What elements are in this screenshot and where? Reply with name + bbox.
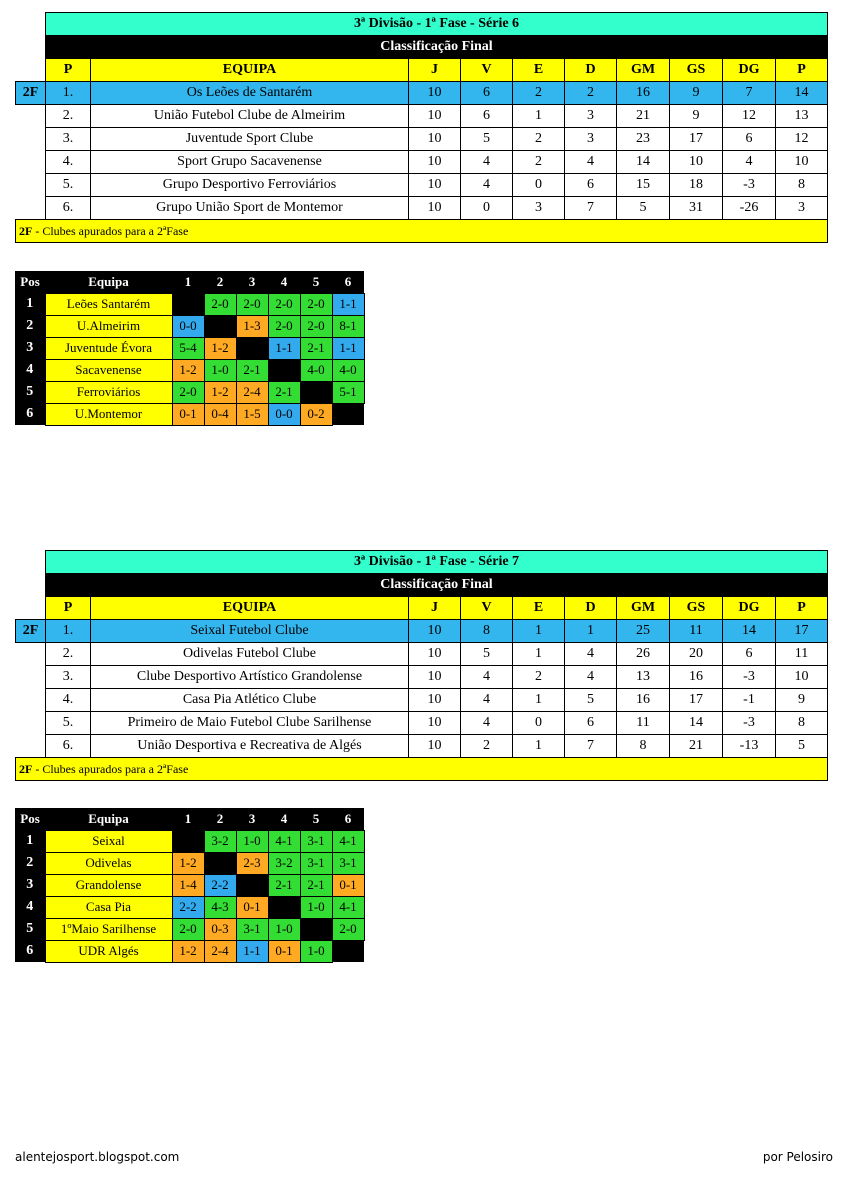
played-cell: 10 xyxy=(409,689,461,712)
goals-against-cell: 31 xyxy=(670,197,723,220)
standings-table-serie-6 xyxy=(15,12,828,243)
header-team: EQUIPA xyxy=(91,597,409,620)
result-cell: 3-2 xyxy=(204,830,236,852)
matrix-row xyxy=(15,830,364,852)
matrix-team: Sacavenense xyxy=(45,359,172,381)
lost-cell: 4 xyxy=(565,151,617,174)
standings-title: 3ª Divisão - 1ª Fase - Série 7 xyxy=(46,551,828,574)
matrix-diagonal xyxy=(332,403,364,425)
result-cell: 2-0 xyxy=(172,918,204,940)
drawn-cell: 2 xyxy=(513,151,565,174)
matrix-diagonal xyxy=(172,293,204,315)
goals-against-cell: 9 xyxy=(670,82,723,105)
matrix-team: Grandolense xyxy=(45,874,172,896)
matrix-team: UDR Algés xyxy=(45,940,172,962)
result-cell: 2-0 xyxy=(236,293,268,315)
header-team: EQUIPA xyxy=(91,59,409,82)
matrix-row xyxy=(15,874,364,896)
matrix-pos: 3 xyxy=(15,874,45,896)
matrix-team: U.Montemor xyxy=(45,403,172,425)
goal-difference-cell: 7 xyxy=(723,82,776,105)
qualified-mark: 2F xyxy=(16,82,46,105)
result-cell: 3-1 xyxy=(332,852,364,874)
matrix-team: Casa Pia xyxy=(45,896,172,918)
drawn-cell: 1 xyxy=(513,689,565,712)
result-cell: 0-0 xyxy=(268,403,300,425)
result-cell: 2-0 xyxy=(268,315,300,337)
team-cell: Seixal Futebol Clube xyxy=(91,620,409,643)
table-row xyxy=(16,174,828,197)
matrix-diagonal xyxy=(300,918,332,940)
lost-cell: 2 xyxy=(565,82,617,105)
result-cell: 1-0 xyxy=(300,940,332,962)
lost-cell: 6 xyxy=(565,712,617,735)
matrix-header-col: 4 xyxy=(268,271,300,293)
played-cell: 10 xyxy=(409,666,461,689)
goal-difference-cell: 6 xyxy=(723,643,776,666)
won-cell: 6 xyxy=(461,82,513,105)
result-cell: 3-1 xyxy=(300,830,332,852)
goal-difference-cell: -13 xyxy=(723,735,776,758)
goals-for-cell: 15 xyxy=(617,174,670,197)
goals-for-cell: 8 xyxy=(617,735,670,758)
position-cell: 4. xyxy=(46,689,91,712)
goals-against-cell: 14 xyxy=(670,712,723,735)
result-cell: 2-0 xyxy=(300,293,332,315)
result-cell: 1-0 xyxy=(300,896,332,918)
table-row xyxy=(16,128,828,151)
result-cell: 1-1 xyxy=(268,337,300,359)
matrix-header-col: 5 xyxy=(300,808,332,830)
table-row xyxy=(16,689,828,712)
won-cell: 4 xyxy=(461,689,513,712)
result-cell: 4-0 xyxy=(300,359,332,381)
header-goals-against: GS xyxy=(670,59,723,82)
matrix-header-col: 1 xyxy=(172,808,204,830)
position-cell: 2. xyxy=(46,643,91,666)
result-cell: 1-2 xyxy=(172,852,204,874)
team-cell: Sport Grupo Sacavenense xyxy=(91,151,409,174)
matrix-team: 1ºMaio Sarilhense xyxy=(45,918,172,940)
points-cell: 9 xyxy=(776,689,828,712)
lost-cell: 6 xyxy=(565,174,617,197)
won-cell: 6 xyxy=(461,105,513,128)
result-cell: 1-2 xyxy=(204,381,236,403)
header-goal-difference: DG xyxy=(723,597,776,620)
result-cell: 2-0 xyxy=(204,293,236,315)
goal-difference-cell: 6 xyxy=(723,128,776,151)
result-cell: 1-1 xyxy=(236,940,268,962)
table-row xyxy=(16,735,828,758)
header-goals-for: GM xyxy=(617,59,670,82)
matrix-pos: 1 xyxy=(15,293,45,315)
qualified-mark: 2F xyxy=(16,620,46,643)
position-cell: 6. xyxy=(46,197,91,220)
matrix-pos: 5 xyxy=(15,381,45,403)
goals-against-cell: 21 xyxy=(670,735,723,758)
result-cell: 2-1 xyxy=(300,874,332,896)
lost-cell: 5 xyxy=(565,689,617,712)
header-lost: D xyxy=(565,59,617,82)
header-position: P xyxy=(46,597,91,620)
result-cell: 2-0 xyxy=(300,315,332,337)
header-position: P xyxy=(46,59,91,82)
result-cell: 4-1 xyxy=(332,830,364,852)
matrix-header-col: 4 xyxy=(268,808,300,830)
matrix-header-col: 5 xyxy=(300,271,332,293)
goals-for-cell: 26 xyxy=(617,643,670,666)
result-cell: 4-0 xyxy=(332,359,364,381)
result-cell: 1-0 xyxy=(268,918,300,940)
played-cell: 10 xyxy=(409,735,461,758)
goals-against-cell: 16 xyxy=(670,666,723,689)
matrix-pos: 6 xyxy=(15,940,45,962)
footer-site-link[interactable]: alentejosport.blogspot.com xyxy=(15,1150,180,1164)
result-cell: 2-2 xyxy=(204,874,236,896)
won-cell: 4 xyxy=(461,712,513,735)
position-cell: 6. xyxy=(46,735,91,758)
footnote-mark: 2F xyxy=(19,761,33,776)
points-cell: 10 xyxy=(776,151,828,174)
won-cell: 4 xyxy=(461,151,513,174)
matrix-header-team: Equipa xyxy=(45,271,172,293)
goals-against-cell: 10 xyxy=(670,151,723,174)
matrix-row xyxy=(15,918,364,940)
team-cell: Juventude Sport Clube xyxy=(91,128,409,151)
position-cell: 4. xyxy=(46,151,91,174)
won-cell: 5 xyxy=(461,128,513,151)
lost-cell: 3 xyxy=(565,105,617,128)
matrix-row xyxy=(15,293,364,315)
matrix-pos: 6 xyxy=(15,403,45,425)
matrix-pos: 4 xyxy=(15,896,45,918)
standings-table-serie-7 xyxy=(15,550,828,781)
matrix-diagonal xyxy=(204,852,236,874)
matrix-diagonal xyxy=(300,381,332,403)
position-cell: 1. xyxy=(46,82,91,105)
matrix-row xyxy=(15,896,364,918)
header-points: P xyxy=(776,59,828,82)
goal-difference-cell: -26 xyxy=(723,197,776,220)
goals-against-cell: 20 xyxy=(670,643,723,666)
result-cell: 4-3 xyxy=(204,896,236,918)
result-cell: 4-1 xyxy=(268,830,300,852)
matrix-team: Seixal xyxy=(45,830,172,852)
points-cell: 17 xyxy=(776,620,828,643)
matrix-row xyxy=(15,315,364,337)
lost-cell: 4 xyxy=(565,666,617,689)
result-cell: 4-1 xyxy=(332,896,364,918)
result-cell: 2-0 xyxy=(332,918,364,940)
matrix-header-col: 1 xyxy=(172,271,204,293)
lost-cell: 3 xyxy=(565,128,617,151)
points-cell: 3 xyxy=(776,197,828,220)
team-cell: União Futebol Clube de Almeirim xyxy=(91,105,409,128)
header-played: J xyxy=(409,59,461,82)
table-row xyxy=(16,197,828,220)
goals-for-cell: 16 xyxy=(617,82,670,105)
team-cell: União Desportiva e Recreativa de Algés xyxy=(91,735,409,758)
result-cell: 2-1 xyxy=(300,337,332,359)
result-cell: 1-4 xyxy=(172,874,204,896)
matrix-row xyxy=(15,381,364,403)
won-cell: 4 xyxy=(461,174,513,197)
played-cell: 10 xyxy=(409,128,461,151)
matrix-pos: 5 xyxy=(15,918,45,940)
points-cell: 14 xyxy=(776,82,828,105)
result-cell: 1-2 xyxy=(172,359,204,381)
header-won: V xyxy=(461,597,513,620)
result-cell: 1-1 xyxy=(332,293,364,315)
goals-against-cell: 18 xyxy=(670,174,723,197)
goal-difference-cell: -3 xyxy=(723,666,776,689)
team-cell: Grupo União Sport de Montemor xyxy=(91,197,409,220)
header-points: P xyxy=(776,597,828,620)
result-cell: 2-0 xyxy=(172,381,204,403)
result-cell: 3-2 xyxy=(268,852,300,874)
standings-subtitle: Classificação Final xyxy=(46,36,828,59)
matrix-team: Ferroviários xyxy=(45,381,172,403)
played-cell: 10 xyxy=(409,174,461,197)
result-cell: 0-2 xyxy=(300,403,332,425)
drawn-cell: 1 xyxy=(513,105,565,128)
lost-cell: 4 xyxy=(565,643,617,666)
results-matrix-serie-7 xyxy=(15,808,365,963)
result-cell: 1-0 xyxy=(204,359,236,381)
goals-against-cell: 17 xyxy=(670,689,723,712)
result-cell: 2-1 xyxy=(236,359,268,381)
lost-cell: 7 xyxy=(565,735,617,758)
goals-against-cell: 17 xyxy=(670,128,723,151)
matrix-header-col: 3 xyxy=(236,808,268,830)
footer-author: por Pelosiro xyxy=(762,1150,833,1164)
matrix-diagonal xyxy=(204,315,236,337)
result-cell: 1-2 xyxy=(204,337,236,359)
matrix-diagonal xyxy=(236,337,268,359)
matrix-header-col: 6 xyxy=(332,271,364,293)
footnote-text: - Clubes apurados para a 2ªFase xyxy=(32,223,189,238)
drawn-cell: 0 xyxy=(513,174,565,197)
table-row xyxy=(16,151,828,174)
position-cell: 1. xyxy=(46,620,91,643)
result-cell: 2-2 xyxy=(172,896,204,918)
matrix-header-pos: Pos xyxy=(15,271,45,293)
result-cell: 0-1 xyxy=(236,896,268,918)
table-row xyxy=(16,643,828,666)
goals-for-cell: 13 xyxy=(617,666,670,689)
played-cell: 10 xyxy=(409,643,461,666)
matrix-header-col: 2 xyxy=(204,271,236,293)
won-cell: 0 xyxy=(461,197,513,220)
header-lost: D xyxy=(565,597,617,620)
goal-difference-cell: -3 xyxy=(723,712,776,735)
won-cell: 5 xyxy=(461,643,513,666)
header-goals-for: GM xyxy=(617,597,670,620)
matrix-row xyxy=(15,940,364,962)
goals-against-cell: 9 xyxy=(670,105,723,128)
played-cell: 10 xyxy=(409,82,461,105)
goals-for-cell: 25 xyxy=(617,620,670,643)
table-row xyxy=(16,82,828,105)
goals-against-cell: 11 xyxy=(670,620,723,643)
lost-cell: 1 xyxy=(565,620,617,643)
points-cell: 12 xyxy=(776,128,828,151)
matrix-pos: 2 xyxy=(15,852,45,874)
position-cell: 3. xyxy=(46,128,91,151)
header-goals-against: GS xyxy=(670,597,723,620)
matrix-pos: 4 xyxy=(15,359,45,381)
goal-difference-cell: 12 xyxy=(723,105,776,128)
goals-for-cell: 5 xyxy=(617,197,670,220)
result-cell: 0-4 xyxy=(204,403,236,425)
header-won: V xyxy=(461,59,513,82)
result-cell: 8-1 xyxy=(332,315,364,337)
points-cell: 8 xyxy=(776,174,828,197)
matrix-pos: 1 xyxy=(15,830,45,852)
goals-for-cell: 11 xyxy=(617,712,670,735)
matrix-team: U.Almeirim xyxy=(45,315,172,337)
matrix-pos: 3 xyxy=(15,337,45,359)
qualification-footnote xyxy=(16,220,828,243)
footnote-mark: 2F xyxy=(19,223,33,238)
result-cell: 0-1 xyxy=(332,874,364,896)
matrix-diagonal xyxy=(268,359,300,381)
goals-for-cell: 16 xyxy=(617,689,670,712)
lost-cell: 7 xyxy=(565,197,617,220)
footnote-text: - Clubes apurados para a 2ªFase xyxy=(32,761,189,776)
result-cell: 2-0 xyxy=(268,293,300,315)
matrix-row xyxy=(15,852,364,874)
matrix-diagonal xyxy=(236,874,268,896)
result-cell: 3-1 xyxy=(236,918,268,940)
result-cell: 5-4 xyxy=(172,337,204,359)
result-cell: 0-1 xyxy=(268,940,300,962)
points-cell: 10 xyxy=(776,666,828,689)
result-cell: 2-3 xyxy=(236,852,268,874)
table-row xyxy=(16,712,828,735)
position-cell: 5. xyxy=(46,174,91,197)
table-row xyxy=(16,620,828,643)
team-cell: Clube Desportivo Artístico Grandolense xyxy=(91,666,409,689)
header-goal-difference: DG xyxy=(723,59,776,82)
played-cell: 10 xyxy=(409,712,461,735)
matrix-pos: 2 xyxy=(15,315,45,337)
goal-difference-cell: -3 xyxy=(723,174,776,197)
team-cell: Odivelas Futebol Clube xyxy=(91,643,409,666)
result-cell: 1-2 xyxy=(172,940,204,962)
drawn-cell: 0 xyxy=(513,712,565,735)
matrix-row xyxy=(15,403,364,425)
won-cell: 4 xyxy=(461,666,513,689)
result-cell: 2-1 xyxy=(268,874,300,896)
matrix-header-pos: Pos xyxy=(15,808,45,830)
matrix-header-col: 3 xyxy=(236,271,268,293)
result-cell: 1-0 xyxy=(236,830,268,852)
matrix-row xyxy=(15,359,364,381)
qualification-footnote xyxy=(16,758,828,781)
matrix-diagonal xyxy=(268,896,300,918)
goals-for-cell: 23 xyxy=(617,128,670,151)
team-cell: Casa Pia Atlético Clube xyxy=(91,689,409,712)
matrix-header-col: 6 xyxy=(332,808,364,830)
matrix-team: Juventude Évora xyxy=(45,337,172,359)
result-cell: 1-5 xyxy=(236,403,268,425)
drawn-cell: 2 xyxy=(513,666,565,689)
played-cell: 10 xyxy=(409,151,461,174)
played-cell: 10 xyxy=(409,197,461,220)
result-cell: 2-1 xyxy=(268,381,300,403)
table-row xyxy=(16,105,828,128)
points-cell: 5 xyxy=(776,735,828,758)
drawn-cell: 1 xyxy=(513,620,565,643)
result-cell: 0-0 xyxy=(172,315,204,337)
drawn-cell: 3 xyxy=(513,197,565,220)
matrix-diagonal xyxy=(332,940,364,962)
table-row xyxy=(16,666,828,689)
drawn-cell: 2 xyxy=(513,128,565,151)
won-cell: 8 xyxy=(461,620,513,643)
goal-difference-cell: 14 xyxy=(723,620,776,643)
result-cell: 1-3 xyxy=(236,315,268,337)
result-cell: 2-4 xyxy=(204,940,236,962)
goal-difference-cell: -1 xyxy=(723,689,776,712)
points-cell: 8 xyxy=(776,712,828,735)
header-played: J xyxy=(409,597,461,620)
result-cell: 0-3 xyxy=(204,918,236,940)
played-cell: 10 xyxy=(409,620,461,643)
result-cell: 1-1 xyxy=(332,337,364,359)
standings-subtitle: Classificação Final xyxy=(46,574,828,597)
position-cell: 5. xyxy=(46,712,91,735)
header-drawn: E xyxy=(513,59,565,82)
goal-difference-cell: 4 xyxy=(723,151,776,174)
team-cell: Grupo Desportivo Ferroviários xyxy=(91,174,409,197)
position-cell: 3. xyxy=(46,666,91,689)
team-cell: Primeiro de Maio Futebol Clube Sarilhense xyxy=(91,712,409,735)
played-cell: 10 xyxy=(409,105,461,128)
matrix-header-team: Equipa xyxy=(45,808,172,830)
matrix-header-col: 2 xyxy=(204,808,236,830)
drawn-cell: 1 xyxy=(513,643,565,666)
standings-title: 3ª Divisão - 1ª Fase - Série 6 xyxy=(46,13,828,36)
won-cell: 2 xyxy=(461,735,513,758)
points-cell: 13 xyxy=(776,105,828,128)
matrix-diagonal xyxy=(172,830,204,852)
goals-for-cell: 21 xyxy=(617,105,670,128)
team-cell: Os Leões de Santarém xyxy=(91,82,409,105)
matrix-team: Odivelas xyxy=(45,852,172,874)
header-drawn: E xyxy=(513,597,565,620)
results-matrix-serie-6 xyxy=(15,271,365,426)
result-cell: 5-1 xyxy=(332,381,364,403)
drawn-cell: 2 xyxy=(513,82,565,105)
result-cell: 0-1 xyxy=(172,403,204,425)
points-cell: 11 xyxy=(776,643,828,666)
drawn-cell: 1 xyxy=(513,735,565,758)
goals-for-cell: 14 xyxy=(617,151,670,174)
matrix-team: Leões Santarém xyxy=(45,293,172,315)
result-cell: 2-4 xyxy=(236,381,268,403)
matrix-row xyxy=(15,337,364,359)
position-cell: 2. xyxy=(46,105,91,128)
result-cell: 3-1 xyxy=(300,852,332,874)
